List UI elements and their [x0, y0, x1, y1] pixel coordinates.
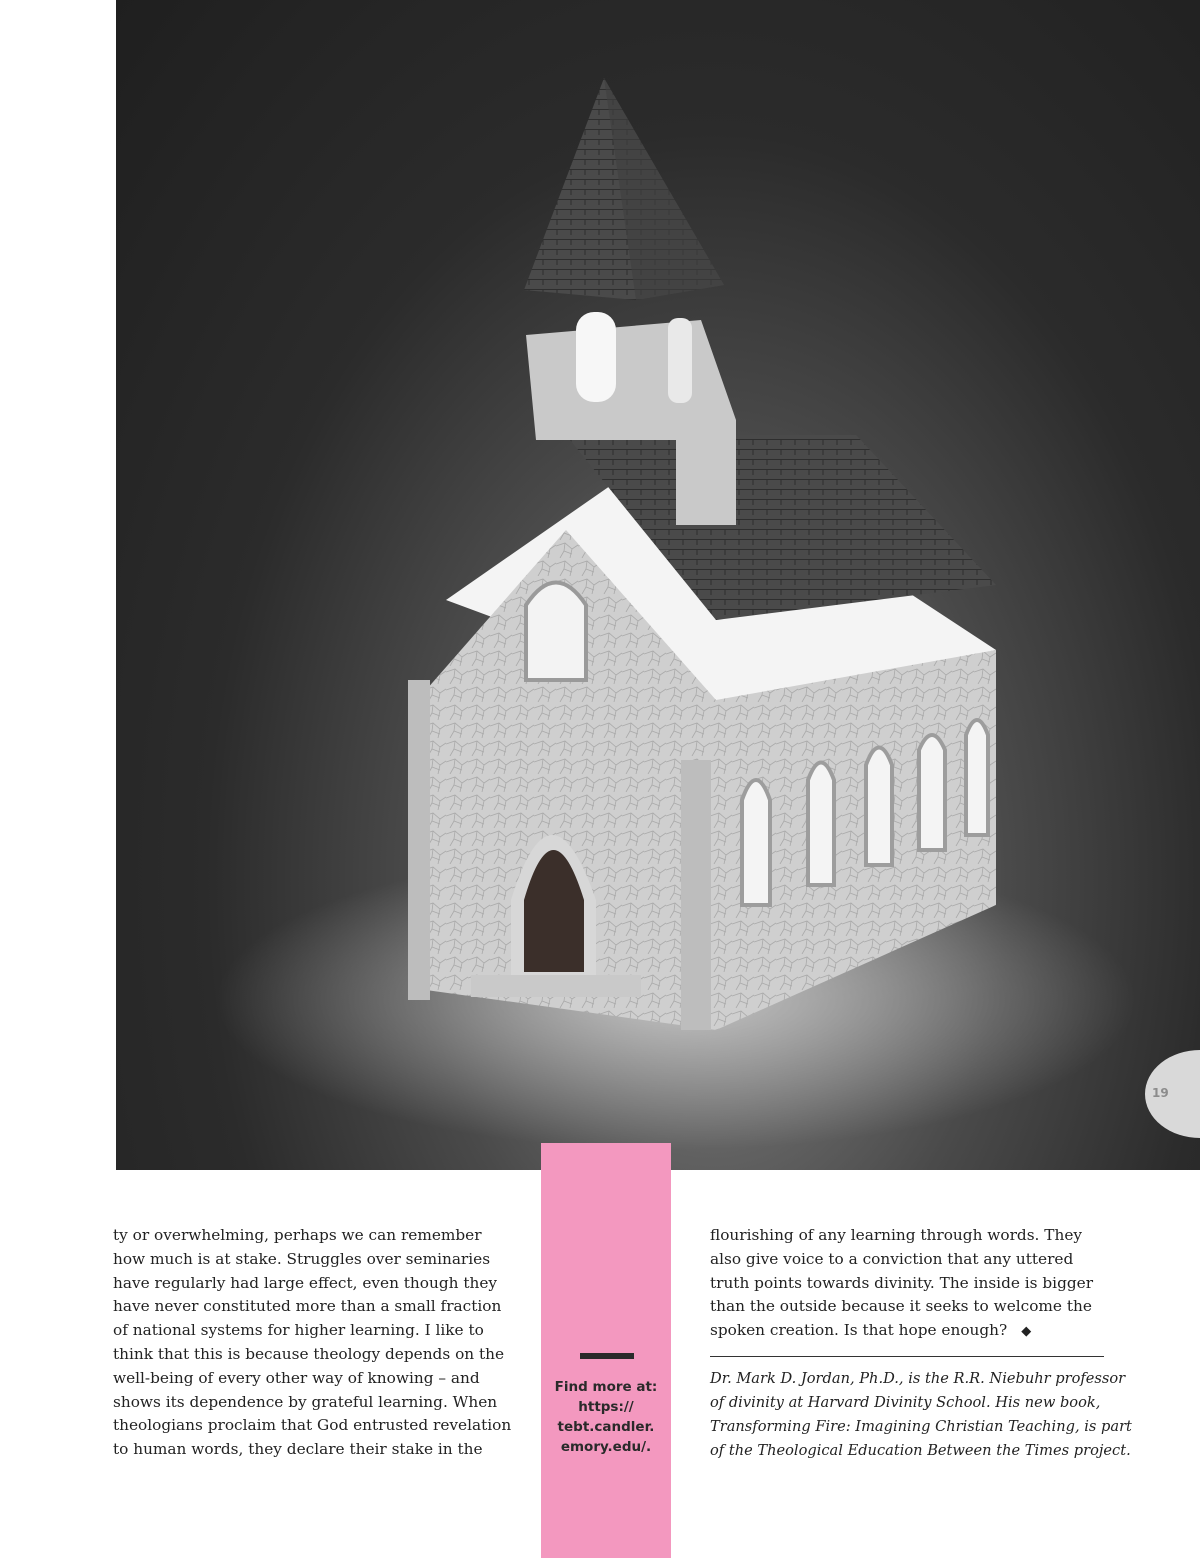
body-line: flourishing of any learning through words. They [710, 1226, 1083, 1244]
body-line: shows its dependence by grateful learning. When [113, 1392, 498, 1411]
body-line-text: spoken creation. Is that hope enough? [710, 1321, 1008, 1340]
author-bio [710, 1367, 1132, 1463]
body-line: well-being of every other way of knowing – and [113, 1368, 480, 1387]
sidebar-callout [541, 1143, 671, 1558]
body-column-left [113, 1224, 513, 1462]
body-line: how much is at stake. Struggles over seminaries [113, 1249, 491, 1268]
body-line: to human words, they declare their stake in the [113, 1440, 483, 1459]
body-line: truth points towards divinity. The inside is bigger [710, 1273, 1094, 1292]
bio-divider [710, 1356, 1104, 1357]
bio-line: of divinity at Harvard Divinity School. His new book, [710, 1394, 1101, 1411]
callout-rule [580, 1353, 634, 1359]
end-mark-icon: ◆ [1021, 1324, 1032, 1340]
body-line: have never constituted more than a small fraction [113, 1297, 502, 1316]
callout-text: Find more at: https:// tebt.candler. emory.edu/. [554, 1379, 658, 1455]
bio-line: of the Theological Education Between the Times project. [710, 1442, 1131, 1459]
body-line: of national systems for higher learning. I like to [113, 1321, 484, 1340]
body-line: have regularly had large effect, even though they [113, 1273, 498, 1292]
bio-line: Transforming Fire: Imagining Christian Teaching, is part [710, 1418, 1132, 1435]
body-line: than the outside because it seeks to welcome the [710, 1297, 1092, 1316]
bio-line: Dr. Mark D. Jordan, Ph.D., is the R.R. Niebuhr professor [710, 1370, 1126, 1387]
church-illustration [116, 0, 1200, 1170]
body-line: think that this is because theology depends on the [113, 1344, 505, 1363]
body-line: ty or overwhelming, perhaps we can remember [113, 1226, 482, 1244]
church-photo [116, 0, 1200, 1170]
page-number: 19 [1152, 1086, 1169, 1100]
body-line: theologians proclaim that God entrusted revelation [113, 1416, 512, 1435]
body-column-right [710, 1224, 1106, 1344]
body-line: also give voice to a conviction that any uttered [710, 1249, 1074, 1268]
body-line-last [710, 1319, 1106, 1344]
